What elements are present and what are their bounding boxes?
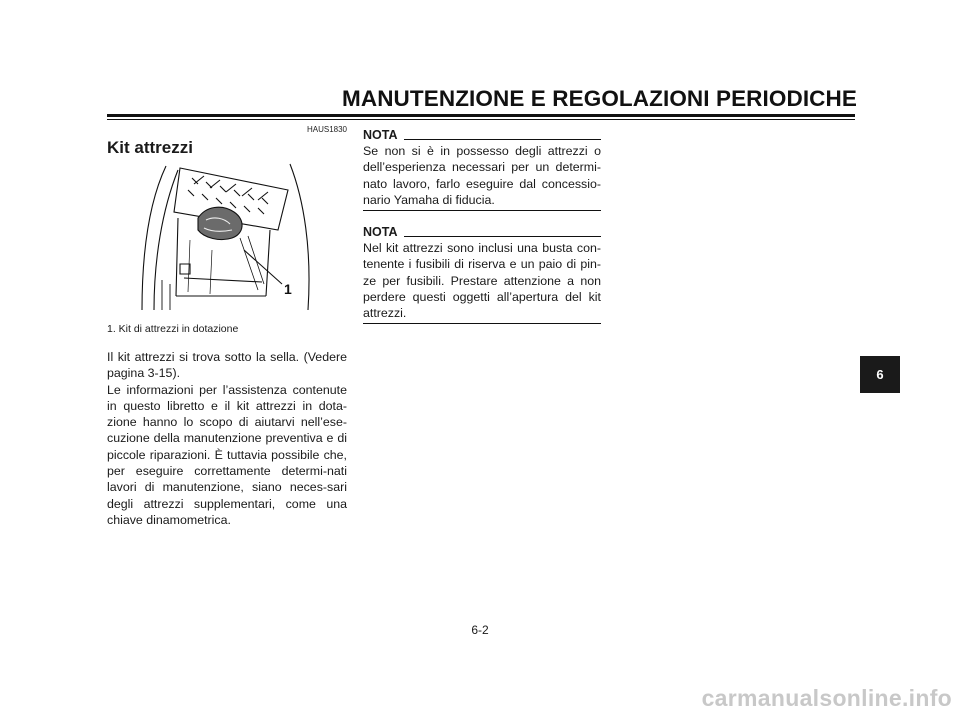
section-code: HAUS1830 [306,125,347,134]
note-text: Se non si è in possesso degli attrezzi o dell’esperienza necessari per un determi-nato lavoro, farlo eseguire dal concessio-nario Yamaha di fiducia. [363,144,601,207]
note-box [363,127,601,211]
tool-kit-illustration [140,160,310,312]
section-body [107,349,347,528]
note-header [363,127,601,142]
header-rule [107,114,855,117]
note-label: NOTA [363,128,398,142]
note-end-rule [363,323,601,324]
body-paragraph: Il kit attrezzi si trova sotto la sella. (Vedere pagina 3-15). [107,350,347,381]
page-number: 6-2 [471,623,489,637]
note-rule [404,139,602,140]
chapter-tab: 6 [860,356,900,393]
figure-callout-number: 1 [284,281,292,297]
note-header [363,224,601,239]
section-title: Kit attrezzi [107,138,193,157]
note-box [363,224,601,324]
header-rule-thin [107,119,855,120]
note-end-rule [363,210,601,211]
note-rule [404,236,602,237]
page-header-title: MANUTENZIONE E REGOLAZIONI PERIODICHE [342,86,857,111]
note-label: NOTA [363,225,398,239]
figure-caption: 1. Kit di attrezzi in dotazione [107,323,239,335]
watermark: carmanualsonline.info [701,685,952,711]
note-text: Nel kit attrezzi sono inclusi una busta con-tenente i fusibili di riserva e un paio di pin-ze per fusibili. Prestare attenzione a non perdere questi oggetti all’apertura del kit attrezzi. [363,241,601,321]
body-paragraph: Le informazioni per l’assistenza contenute in questo libretto e il kit attrezzi in dota-zione hanno lo scopo di aiutarvi nell’ese-cuzione della manutenzione preventiva e di piccole riparazioni. È tuttavia possibile che, per eseguire correttamente determi-nati lavori di manutenzione, siano neces-sari degli attrezzi supplementari, come una chiave dinamometrica. [107,382,347,527]
